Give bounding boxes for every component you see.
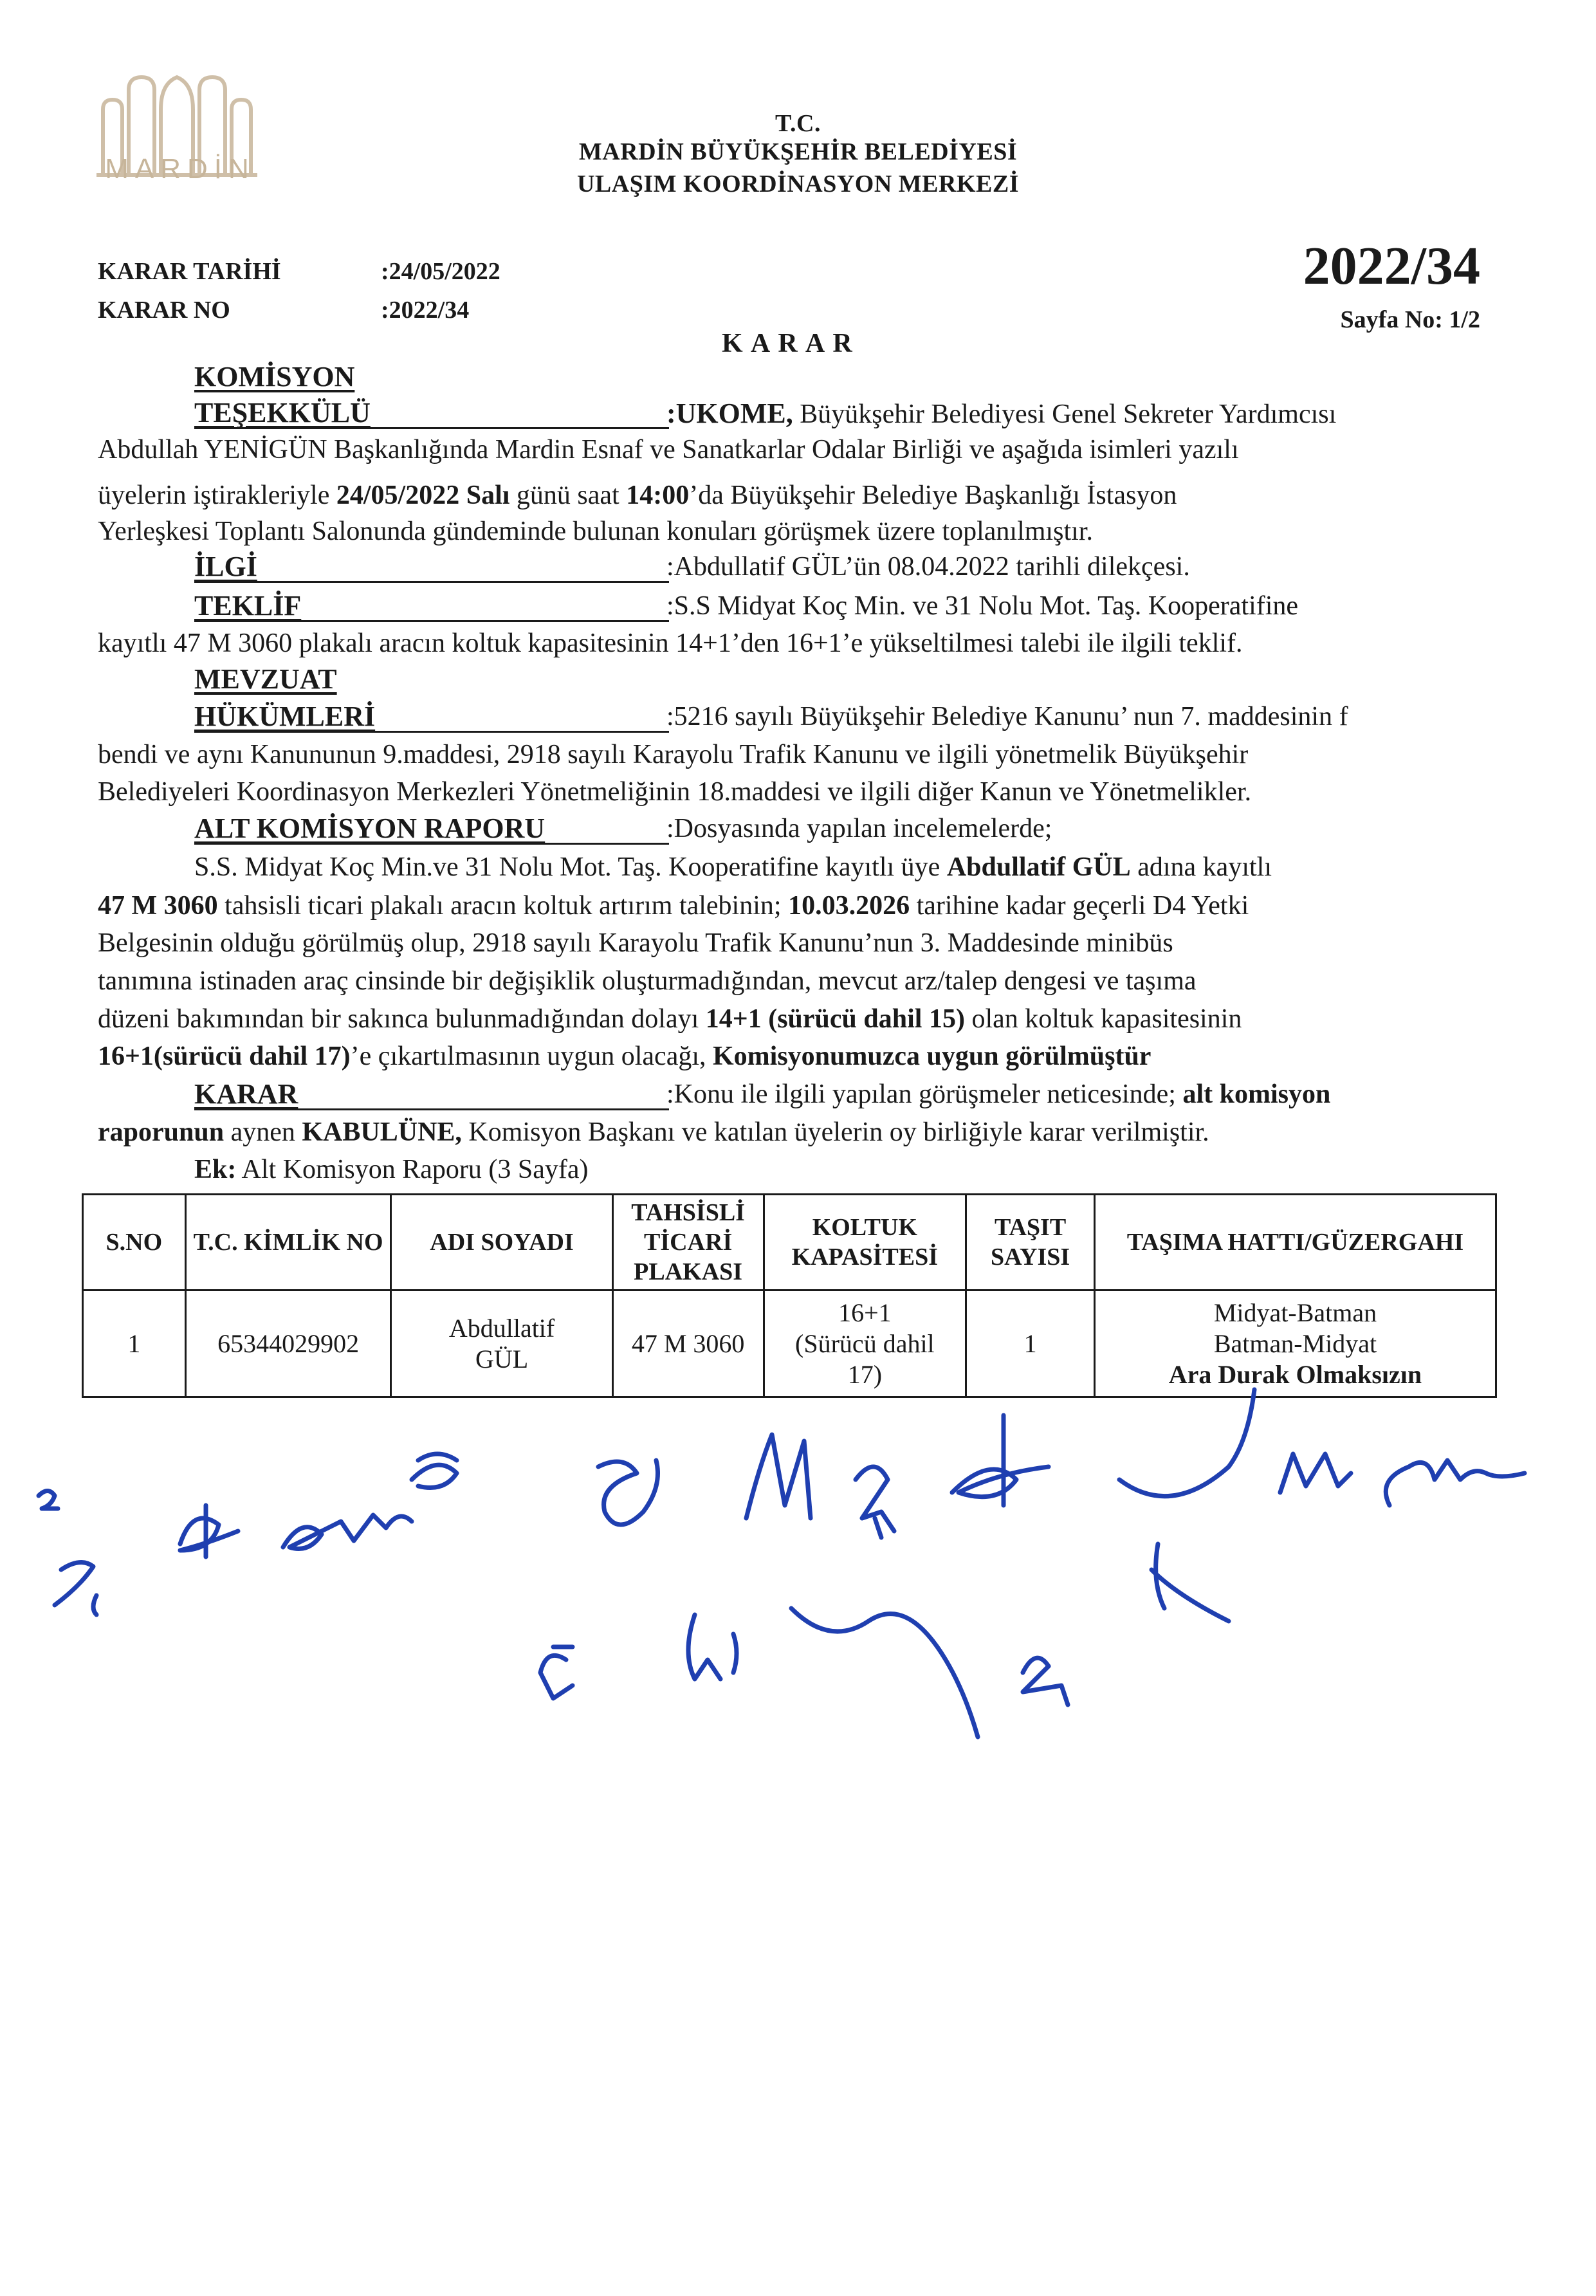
signature-13 [1151, 1544, 1229, 1621]
header-institution: MARDİN BÜYÜKŞEHİR BELEDİYESİ [578, 138, 1018, 165]
cell-route-3: Ara Durak Olmaksızın [1168, 1359, 1422, 1389]
signature-12 [1386, 1460, 1525, 1505]
cell-sno: 1 [83, 1290, 186, 1397]
cell-capacity-3: 17) [847, 1359, 883, 1389]
alt-komisyon-label: ALT KOMİSYON RAPORU [194, 813, 546, 844]
cell-name-last: GÜL [475, 1344, 529, 1373]
alt-p1c: adına kayıtlı [1130, 852, 1272, 882]
signature-16 [791, 1608, 978, 1737]
alt-p1a: S.S. Midyat Koç Min.ve 31 Nolu Mot. Taş. Kooperatifine kayıtlı üye [194, 852, 947, 882]
teklif-label: TEKLİF [194, 590, 302, 621]
komisyon-label-1: KOMİSYON [194, 361, 355, 392]
komisyon-text-3e: ’da Büyükşehir Belediye Başkanlığı İstasyon [689, 481, 1177, 510]
mevzuat-line-1: :5216 sayılı Büyükşehir Belediye Kanunu’ nun 7. maddesinin f [666, 702, 1348, 731]
signature-5 [412, 1454, 457, 1488]
cell-name-first: Abdullatif [448, 1313, 555, 1343]
signature-6 [598, 1460, 658, 1525]
validity-date: 10.03.2026 [788, 891, 910, 921]
komisyon-line-4: Yerleşkesi Toplantı Salonunda gündeminde bulunan konuları görüşmek üzere toplanılmıştır. [98, 517, 1093, 546]
commission-approval: Komisyonumuzca uygun görülmüştür [713, 1042, 1151, 1071]
member-name: Abdullatif GÜL [946, 852, 1131, 882]
mevzuat-line-3: Belediyeleri Koordinasyon Merkezleri Yönetmeliğinin 18.maddesi ve ilgili diğer Kanun ve Yönetmelikler. [98, 777, 1252, 807]
mevzuat-label-2: HÜKÜMLERİ [194, 701, 376, 732]
header-tc: T.C. [775, 110, 821, 137]
signature-11 [1280, 1454, 1351, 1492]
signature-14 [540, 1647, 573, 1698]
signature-15 [688, 1615, 737, 1679]
page-number: Sayfa No: 1/2 [1340, 306, 1480, 333]
ek-label: Ek: [194, 1155, 237, 1184]
col-header: TAŞIMA HATTI/GÜZERGAHI [1094, 1195, 1496, 1290]
cell-plate: 47 M 3060 [612, 1290, 764, 1397]
mevzuat-line-2: bendi ve aynı Kanununun 9.maddesi, 2918 sayılı Karayolu Trafik Kanunu ve ilgili yönetmelik Büyükşehir [98, 740, 1249, 769]
komisyon-text-1: Büyükşehir Belediyesi Genel Sekreter Yardımcısı [793, 400, 1337, 429]
karar-tarihi-label: KARAR TARİHİ [98, 258, 281, 285]
plate-number: 47 M 3060 [98, 891, 218, 921]
karar-text-2c: KABULÜNE, [302, 1117, 462, 1147]
karar-tarihi-value: :24/05/2022 [381, 258, 500, 285]
logo-wordmark: MARDİN [105, 153, 255, 185]
ilgi-text: :Abdullatif GÜL’ün 08.04.2022 tarihli dilekçesi. [666, 552, 1190, 582]
signature-3 [180, 1505, 238, 1557]
cell-capacity-2: (Sürücü dahil [795, 1328, 935, 1358]
karar-text-1a: :Konu ile ilgili yapılan görüşmeler neticesinde; [666, 1079, 1183, 1109]
header-department: ULAŞIM KOORDİNASYON MERKEZİ [576, 170, 1020, 197]
karar-text-2a: raporunun [98, 1117, 225, 1147]
signature-1 [39, 1491, 58, 1509]
mevzuat-label-1: MEVZUAT [194, 663, 337, 695]
karar-text-1b: alt komisyon [1182, 1079, 1331, 1109]
signature-4 [283, 1515, 412, 1549]
col-header: TAHSİSLİ TİCARİ PLAKASI [612, 1195, 764, 1290]
cell-route-1: Midyat-Batman [1213, 1298, 1377, 1327]
alt-komisyon-intro: :Dosyasında yapılan incelemelerde; [666, 814, 1052, 843]
decision-number-large: 2022/34 [1303, 236, 1480, 296]
col-header: S.NO [83, 1195, 186, 1290]
meeting-date: 24/05/2022 Salı [336, 481, 510, 510]
col-header: TAŞIT SAYISI [966, 1195, 1095, 1290]
meeting-time: 14:00 [626, 481, 690, 510]
cell-capacity-1: 16+1 [838, 1298, 892, 1327]
alt-p5c: olan koltuk kapasitesinin [964, 1004, 1242, 1034]
alt-komisyon-line-3: Belgesinin olduğu görülmüş olup, 2918 sayılı Karayolu Trafik Kanunu’nun 3. Maddesinde minibüs [98, 928, 1173, 958]
komisyon-text-3a: üyelerin iştirakleriyle [98, 481, 336, 510]
document-title: K A R A R [722, 329, 854, 358]
col-header: T.C. KİMLİK NO [185, 1195, 391, 1290]
signature-17 [1023, 1658, 1068, 1705]
col-header: KOLTUK KAPASİTESİ [764, 1195, 966, 1290]
alt-p5a: düzeni bakımından bir sakınca bulunmadığından dolayı [98, 1004, 706, 1034]
komisyon-label-2: TEŞEKKÜLÜ [194, 397, 371, 428]
teklif-line-2: kayıtlı 47 M 3060 plakalı aracın koltuk kapasitesinin 14+1’den 16+1’e yükseltilmesi talebi ile ilgili teklif. [98, 629, 1243, 658]
karar-label: KARAR [194, 1078, 298, 1110]
karar-no-label: KARAR NO [98, 297, 230, 324]
komisyon-text-3c: günü saat [509, 481, 627, 510]
komisyon-line-2: Abdullah YENİGÜN Başkanlığında Mardin Esnaf ve Sanatkarlar Odalar Birliği ve aşağıda isimleri yazılı [98, 435, 1239, 464]
karar-text-2d: Komisyon Başkanı ve katılan üyelerin oy birliğiyle karar verilmiştir. [461, 1117, 1209, 1147]
komisyon-lead: :UKOME, [666, 398, 793, 429]
alt-p2b: tahsisli ticari plakalı aracın koltuk artırım talebinin; [217, 891, 789, 921]
col-header: ADI SOYADI [391, 1195, 612, 1290]
alt-p6b: ’e çıkartılmasının uygun olacağı, [350, 1042, 713, 1071]
signature-8 [856, 1467, 894, 1538]
new-capacity: 16+1(sürücü dahil 17) [98, 1042, 351, 1071]
signature-10 [1119, 1390, 1254, 1496]
old-capacity: 14+1 (sürücü dahil 15) [705, 1004, 965, 1034]
cell-tc: 65344029902 [185, 1290, 391, 1397]
cell-route-2: Batman-Midyat [1213, 1328, 1377, 1358]
karar-text-2b: aynen [224, 1117, 302, 1147]
alt-komisyon-line-4: tanımına istinaden araç cinsinde bir değişiklik oluşturmadığından, mevcut arz/talep dengesi ve taşıma [98, 966, 1197, 996]
signature-7 [746, 1435, 811, 1518]
alt-p2d: tarihine kadar geçerli D4 Yetki [910, 891, 1249, 921]
ilgi-label: İLGİ [194, 551, 257, 582]
cell-count: 1 [966, 1290, 1095, 1397]
karar-no-value: :2022/34 [381, 297, 470, 324]
ek-text: Alt Komisyon Raporu (3 Sayfa) [236, 1155, 589, 1184]
teklif-line-1: :S.S Midyat Koç Min. ve 31 Nolu Mot. Taş. Kooperatifine [666, 591, 1299, 621]
signature-9 [952, 1415, 1049, 1505]
signature-2 [55, 1563, 96, 1615]
